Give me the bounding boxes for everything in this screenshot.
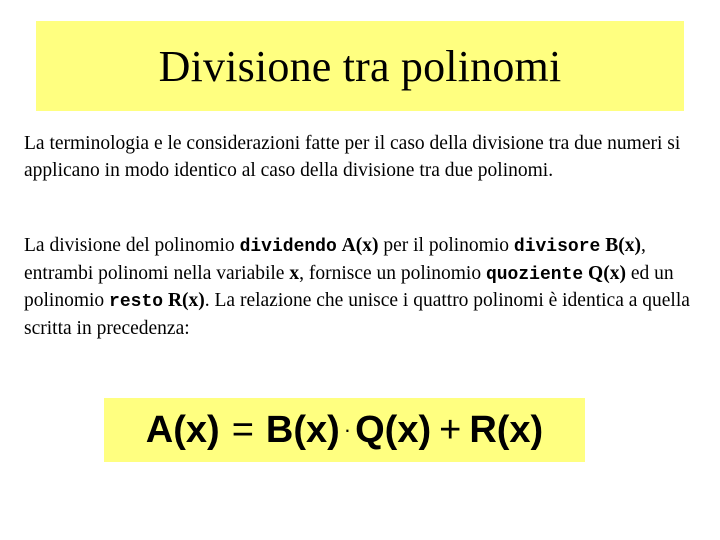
intro-paragraph: La terminologia e le considerazioni fatte per il caso della divisione tra due numeri si applicano in modo identico al caso della divisione tra due polinomi. bbox=[24, 133, 681, 181]
formula-box bbox=[104, 398, 585, 462]
term-dividendo: dividendo bbox=[239, 237, 337, 257]
term-rx: R(x) bbox=[167, 290, 205, 311]
text-segment: . La relazione che unisce i quattro polinomi è identica a quella scritta in precedenza: bbox=[24, 290, 690, 339]
text-segment: , fornisce un polinomio bbox=[299, 262, 486, 284]
formula-r: R(x) bbox=[469, 408, 544, 451]
term-x: x bbox=[289, 262, 300, 284]
text-segment: La divisione del polinomio bbox=[24, 235, 240, 256]
term-bx: B(x) bbox=[605, 235, 641, 256]
text-segment: ed un polinomio bbox=[24, 262, 674, 311]
term-divisore: divisore bbox=[513, 237, 601, 257]
page-title: Divisione tra polinomi bbox=[158, 41, 562, 91]
formula-q: Q(x) bbox=[355, 408, 432, 451]
formula-dot: · bbox=[343, 417, 352, 442]
formula-lhs: A(x) bbox=[145, 408, 220, 451]
term-quoziente: quoziente bbox=[485, 264, 584, 285]
formula-b: B(x) bbox=[265, 408, 340, 451]
definition-paragraph bbox=[24, 233, 704, 342]
formula-plus: + bbox=[439, 408, 462, 451]
term-qx: Q(x) bbox=[588, 262, 626, 284]
title-banner bbox=[36, 21, 684, 111]
text-segment: per il polinomio bbox=[378, 235, 514, 256]
formula-equals: = bbox=[231, 408, 254, 451]
text-segment: , entrambi polinomi nella variabile bbox=[24, 235, 646, 284]
term-resto: resto bbox=[109, 292, 164, 312]
term-ax: A(x) bbox=[341, 235, 379, 256]
